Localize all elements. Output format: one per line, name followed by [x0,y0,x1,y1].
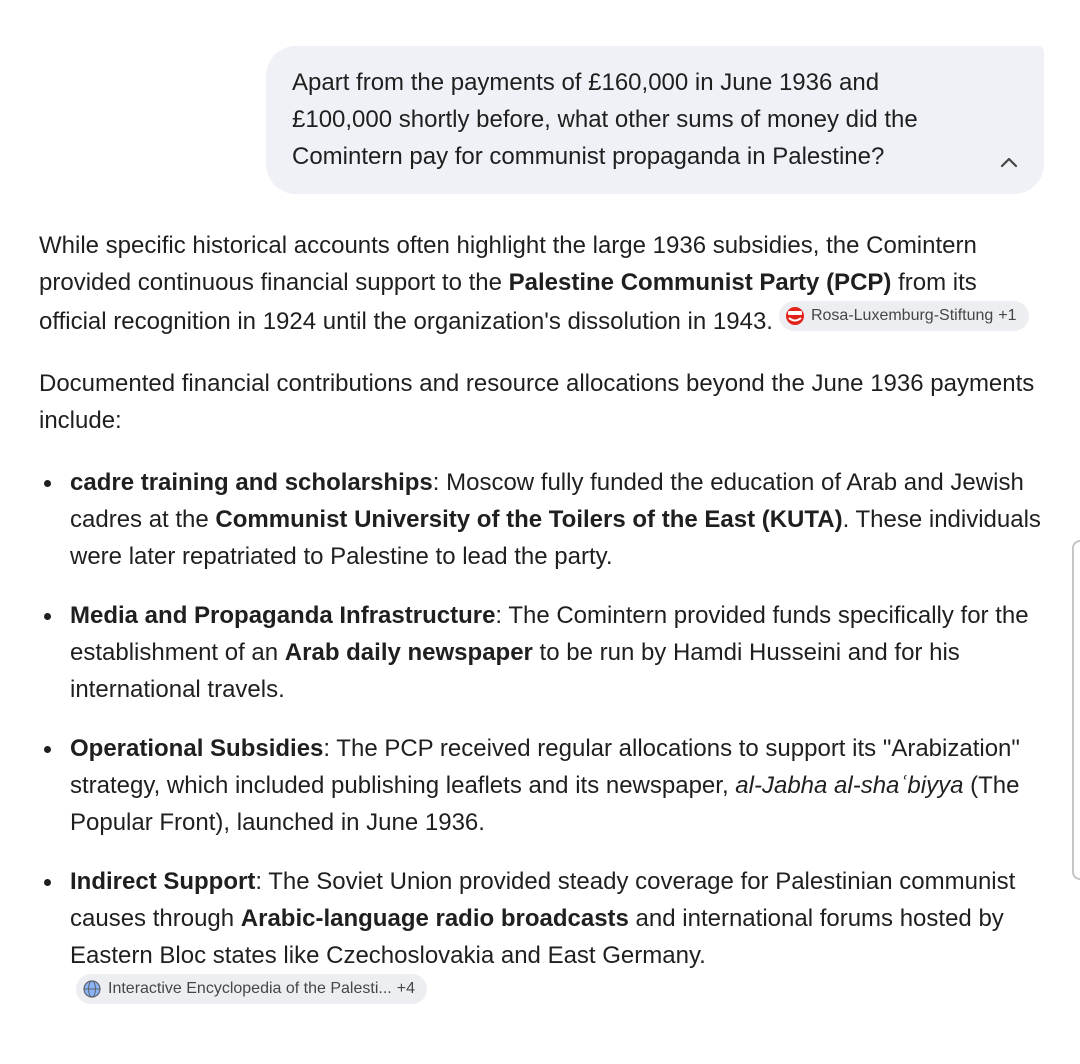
collapse-button[interactable] [992,146,1026,180]
model-response [39,227,1049,1034]
globe-icon [82,979,102,999]
response-paragraph-lead: Documented financial contributions and resource allocations beyond the June 1936 payments include: [39,370,1035,434]
source-chip-encyclopedia[interactable] [76,974,427,1004]
pcp-bold: Palestine Communist Party (PCP) [508,269,892,296]
source-chip-count: +4 [396,980,415,997]
rls-logo-icon [785,306,805,326]
list-item: cadre training and scholarships: Moscow fully funded the education of Arab and Jewish cadres at the Communist University of the Toilers of the East (KUTA). These individuals were later repatriated to Palestine to lead the party. [39,464,1049,575]
response-paragraph-intro: While specific historical accounts often highlight the large 1936 subsidies, the Comintern provided continuous financial support to the Palestine Communist Party (PCP) from its official recognition in 1924 until the organization's dissolution in 1943. Rosa-Luxemburg-Stiftung +1 [39,227,1049,340]
source-chip-count: +1 [998,307,1017,324]
source-chip-label: Rosa-Luxemburg-Stiftung [810,307,994,324]
source-chip-rls[interactable] [779,301,1029,331]
contributions-list [39,464,1049,1012]
list-item: Media and Propaganda Infrastructure: The Comintern provided funds specifically for the establishment of an Arab daily newspaper to be run by Hamdi Husseini and for his international travels. [39,597,1049,708]
list-item: Operational Subsidies: The PCP received regular allocations to support its "Arabization" strategy, which included publishing leaflets and its newspaper, al-Jabha al-shaʿbiyya (The Popular Front), launched in June 1936. [39,730,1049,841]
list-item: Indirect Support: The Soviet Union provided steady coverage for Palestinian communist causes through Arabic-language radio broadcasts and international forums hosted by Eastern Bloc states like Czechoslovakia and East Germany. Interactive Encyclopedia of the Palesti... +4 [39,863,1049,1012]
user-message-text: Apart from the payments of £160,000 in June 1936 and £100,000 shortly before, what other sums of money did the Comintern pay for communist propaganda in Palestine? [292,69,918,170]
scrollbar[interactable] [1072,540,1080,880]
chevron-up-icon [997,151,1021,175]
user-message-bubble [266,46,1044,194]
source-chip-label: Interactive Encyclopedia of the Palesti... [108,980,392,997]
